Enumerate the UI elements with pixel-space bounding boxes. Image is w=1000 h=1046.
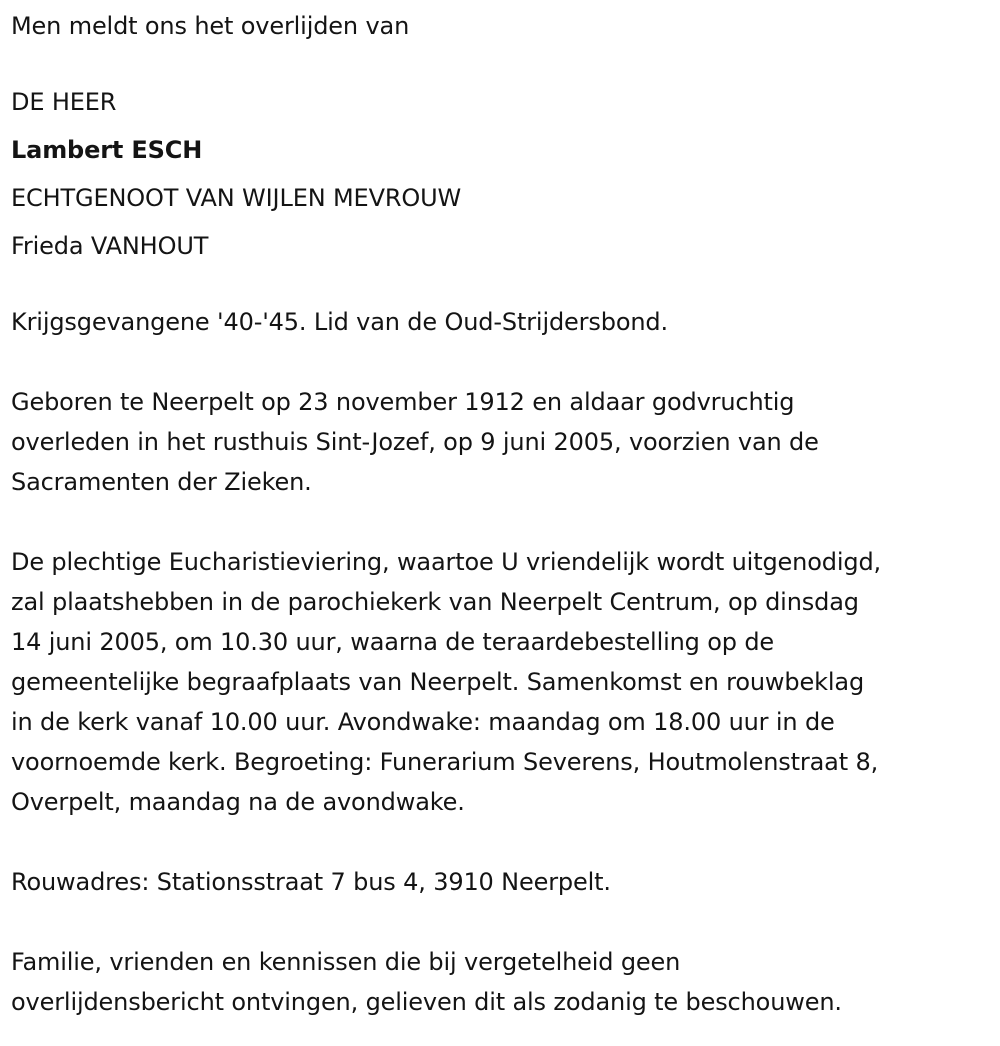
paragraph-line: overlijdensbericht ontvingen, gelieven dit als zodanig te beschouwen. [11, 988, 842, 1016]
paragraph-line: gemeentelijke begraafplaats van Neerpelt. Samenkomst en rouwbeklag [11, 668, 865, 696]
spouse-name: Frieda VANHOUT [11, 232, 209, 260]
spacer [11, 902, 1000, 942]
address-text: Rouwadres: Stationsstraat 7 bus 4, 3910 Neerpelt. [11, 868, 611, 896]
spacer [11, 502, 1000, 542]
paragraph-line: Familie, vrienden en kennissen die bij vergetelheid geen [11, 948, 681, 976]
paragraph-line: Sacramenten der Zieken. [11, 468, 312, 496]
paragraph-line: in de kerk vanaf 10.00 uur. Avondwake: maandag om 18.00 uur in de [11, 708, 835, 736]
honorific-title: DE HEER [11, 88, 117, 116]
paragraph-line: De plechtige Eucharistieviering, waartoe U vriendelijk wordt uitgenodigd, [11, 548, 882, 576]
name-block [11, 78, 1000, 270]
deceased-name: Lambert ESCH [11, 136, 203, 164]
intro-text: Men meldt ons het overlijden van [11, 12, 410, 40]
note-text: Krijgsgevangene '40-'45. Lid van de Oud-Strijdersbond. [11, 308, 668, 336]
spacer [11, 46, 1000, 78]
paragraph-line: voornoemde kerk. Begroeting: Funerarium Severens, Houtmolenstraat 8, [11, 748, 879, 776]
closing-paragraph [11, 942, 1000, 1022]
ceremony-paragraph [11, 542, 1000, 822]
paragraph-line: 14 juni 2005, om 10.30 uur, waarna de teraardebestelling op de [11, 628, 775, 656]
spacer [11, 822, 1000, 862]
relation-text: ECHTGENOOT VAN WIJLEN MEVROUW [11, 184, 462, 212]
paragraph-line: zal plaatshebben in de parochiekerk van Neerpelt Centrum, op dinsdag [11, 588, 859, 616]
spacer [11, 270, 1000, 302]
paragraph-line: overleden in het rusthuis Sint-Jozef, op 9 juni 2005, voorzien van de [11, 428, 819, 456]
paragraph-line: Geboren te Neerpelt op 23 november 1912 en aldaar godvruchtig [11, 388, 795, 416]
paragraph-line: Overpelt, maandag na de avondwake. [11, 788, 465, 816]
spacer [11, 342, 1000, 382]
birth-death-paragraph [11, 382, 1000, 502]
